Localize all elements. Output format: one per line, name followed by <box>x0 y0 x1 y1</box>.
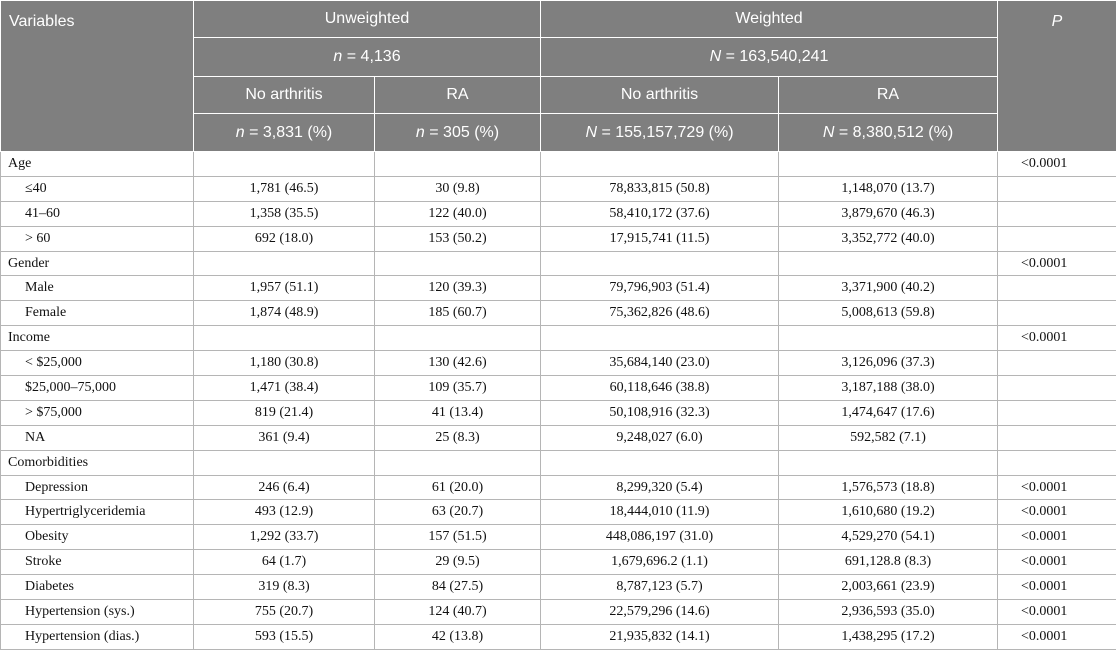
value-cell: 122 (40.0) <box>375 201 541 226</box>
value-cell: 246 (6.4) <box>194 475 375 500</box>
section-row <box>1 450 1116 475</box>
value-cell: 1,474,647 (17.6) <box>779 400 998 425</box>
value-cell: 185 (60.7) <box>375 301 541 326</box>
p-value-cell <box>998 176 1116 201</box>
value-cell: 4,529,270 (54.1) <box>779 525 998 550</box>
value-cell: 29 (9.5) <box>375 550 541 575</box>
value-cell: 1,576,573 (18.8) <box>779 475 998 500</box>
p-value-cell <box>998 351 1116 376</box>
value-cell: 755 (20.7) <box>194 600 375 625</box>
p-value-cell: <0.0001 <box>998 500 1116 525</box>
value-cell: 64 (1.7) <box>194 550 375 575</box>
value-cell: 1,148,070 (13.7) <box>779 176 998 201</box>
value-cell: 1,292 (33.7) <box>194 525 375 550</box>
value-cell: 3,187,188 (38.0) <box>779 376 998 401</box>
value-cell <box>375 326 541 351</box>
value-cell: 2,003,661 (23.9) <box>779 575 998 600</box>
value-cell <box>779 326 998 351</box>
value-cell: 18,444,010 (11.9) <box>541 500 779 525</box>
p-value-cell <box>998 226 1116 251</box>
value-cell <box>541 450 779 475</box>
section-row <box>1 152 1116 177</box>
table-body <box>1 152 1116 650</box>
value-cell: 21,935,832 (14.1) <box>541 624 779 649</box>
value-cell: 319 (8.3) <box>194 575 375 600</box>
value-cell: 8,787,123 (5.7) <box>541 575 779 600</box>
value-cell: 42 (13.8) <box>375 624 541 649</box>
row-label: $25,000–75,000 <box>1 376 194 401</box>
section-label: Gender <box>1 251 194 276</box>
p-value-cell: <0.0001 <box>998 575 1116 600</box>
table-row <box>1 301 1116 326</box>
value-cell: 41 (13.4) <box>375 400 541 425</box>
value-cell: 22,579,296 (14.6) <box>541 600 779 625</box>
value-cell: 819 (21.4) <box>194 400 375 425</box>
table-row <box>1 500 1116 525</box>
value-cell <box>194 326 375 351</box>
value-cell: 1,610,680 (19.2) <box>779 500 998 525</box>
row-label: 41–60 <box>1 201 194 226</box>
value-cell: 61 (20.0) <box>375 475 541 500</box>
row-label: > $75,000 <box>1 400 194 425</box>
table-row <box>1 351 1116 376</box>
value-cell: 3,879,670 (46.3) <box>779 201 998 226</box>
value-cell <box>194 152 375 177</box>
row-label: > 60 <box>1 226 194 251</box>
value-cell: 3,126,096 (37.3) <box>779 351 998 376</box>
p-value-cell <box>998 400 1116 425</box>
row-label: Female <box>1 301 194 326</box>
value-cell: 691,128.8 (8.3) <box>779 550 998 575</box>
table-row <box>1 525 1116 550</box>
weighted-total-n: N = 163,540,241 <box>541 38 998 77</box>
value-cell: 692 (18.0) <box>194 226 375 251</box>
value-cell: 130 (42.6) <box>375 351 541 376</box>
value-cell: 1,438,295 (17.2) <box>779 624 998 649</box>
value-cell: 493 (12.9) <box>194 500 375 525</box>
table-row <box>1 226 1116 251</box>
section-label: Age <box>1 152 194 177</box>
value-cell: 25 (8.3) <box>375 425 541 450</box>
row-label: < $25,000 <box>1 351 194 376</box>
value-cell: 3,371,900 (40.2) <box>779 276 998 301</box>
value-cell <box>779 152 998 177</box>
value-cell <box>375 152 541 177</box>
group-n-unweighted-no-arthritis: n = 3,831 (%) <box>194 114 375 152</box>
value-cell: 2,936,593 (35.0) <box>779 600 998 625</box>
row-label: Stroke <box>1 550 194 575</box>
value-cell <box>194 450 375 475</box>
table-row <box>1 400 1116 425</box>
value-cell: 593 (15.5) <box>194 624 375 649</box>
table-row <box>1 376 1116 401</box>
row-label: Hypertension (dias.) <box>1 624 194 649</box>
value-cell: 109 (35.7) <box>375 376 541 401</box>
value-cell <box>541 152 779 177</box>
row-label: Diabetes <box>1 575 194 600</box>
value-cell: 50,108,916 (32.3) <box>541 400 779 425</box>
value-cell <box>194 251 375 276</box>
unweighted-header: Unweighted <box>194 1 541 38</box>
value-cell: 60,118,646 (38.8) <box>541 376 779 401</box>
value-cell: 5,008,613 (59.8) <box>779 301 998 326</box>
table-row <box>1 575 1116 600</box>
p-value-cell: <0.0001 <box>998 624 1116 649</box>
row-label: Obesity <box>1 525 194 550</box>
p-value-cell <box>998 376 1116 401</box>
p-value-header: P <box>998 1 1116 152</box>
section-label: Income <box>1 326 194 351</box>
value-cell <box>779 450 998 475</box>
p-value-cell: <0.0001 <box>998 525 1116 550</box>
table-row <box>1 475 1116 500</box>
value-cell <box>375 450 541 475</box>
row-label: Hypertension (sys.) <box>1 600 194 625</box>
group-header-weighted-ra: RA <box>779 77 998 114</box>
value-cell: 1,874 (48.9) <box>194 301 375 326</box>
p-value-cell <box>998 450 1116 475</box>
row-label: NA <box>1 425 194 450</box>
variables-header: Variables <box>1 1 194 152</box>
value-cell: 120 (39.3) <box>375 276 541 301</box>
section-label: Comorbidities <box>1 450 194 475</box>
value-cell: 63 (20.7) <box>375 500 541 525</box>
value-cell <box>541 326 779 351</box>
value-cell: 157 (51.5) <box>375 525 541 550</box>
value-cell: 30 (9.8) <box>375 176 541 201</box>
section-row <box>1 251 1116 276</box>
table-row <box>1 276 1116 301</box>
table-row <box>1 176 1116 201</box>
p-value-cell: <0.0001 <box>998 475 1116 500</box>
value-cell <box>779 251 998 276</box>
table-row <box>1 550 1116 575</box>
value-cell: 35,684,140 (23.0) <box>541 351 779 376</box>
value-cell: 1,679,696.2 (1.1) <box>541 550 779 575</box>
value-cell: 1,180 (30.8) <box>194 351 375 376</box>
value-cell: 124 (40.7) <box>375 600 541 625</box>
value-cell: 84 (27.5) <box>375 575 541 600</box>
group-header-unweighted-no-arthritis: No arthritis <box>194 77 375 114</box>
p-value-cell: <0.0001 <box>998 251 1116 276</box>
row-label: ≤40 <box>1 176 194 201</box>
table-row <box>1 201 1116 226</box>
value-cell: 78,833,815 (50.8) <box>541 176 779 201</box>
value-cell <box>375 251 541 276</box>
section-row <box>1 326 1116 351</box>
value-cell <box>541 251 779 276</box>
p-value-cell <box>998 425 1116 450</box>
value-cell: 153 (50.2) <box>375 226 541 251</box>
value-cell: 448,086,197 (31.0) <box>541 525 779 550</box>
value-cell: 79,796,903 (51.4) <box>541 276 779 301</box>
value-cell: 8,299,320 (5.4) <box>541 475 779 500</box>
value-cell: 1,957 (51.1) <box>194 276 375 301</box>
table-row <box>1 425 1116 450</box>
p-value-cell <box>998 276 1116 301</box>
table-row <box>1 624 1116 649</box>
p-value-cell <box>998 201 1116 226</box>
value-cell: 58,410,172 (37.6) <box>541 201 779 226</box>
value-cell: 1,358 (35.5) <box>194 201 375 226</box>
table-header <box>1 1 1116 152</box>
p-value-cell <box>998 301 1116 326</box>
value-cell: 1,781 (46.5) <box>194 176 375 201</box>
p-value-cell: <0.0001 <box>998 326 1116 351</box>
row-label: Depression <box>1 475 194 500</box>
unweighted-total-n: n = 4,136 <box>194 38 541 77</box>
value-cell: 3,352,772 (40.0) <box>779 226 998 251</box>
row-label: Hypertriglyceridemia <box>1 500 194 525</box>
value-cell: 17,915,741 (11.5) <box>541 226 779 251</box>
value-cell: 75,362,826 (48.6) <box>541 301 779 326</box>
value-cell: 592,582 (7.1) <box>779 425 998 450</box>
group-header-unweighted-ra: RA <box>375 77 541 114</box>
weighted-header: Weighted <box>541 1 998 38</box>
group-n-weighted-ra: N = 8,380,512 (%) <box>779 114 998 152</box>
p-value-cell: <0.0001 <box>998 152 1116 177</box>
value-cell: 361 (9.4) <box>194 425 375 450</box>
row-label: Male <box>1 276 194 301</box>
group-header-weighted-no-arthritis: No arthritis <box>541 77 779 114</box>
p-value-cell: <0.0001 <box>998 600 1116 625</box>
value-cell: 1,471 (38.4) <box>194 376 375 401</box>
p-value-cell: <0.0001 <box>998 550 1116 575</box>
group-n-unweighted-ra: n = 305 (%) <box>375 114 541 152</box>
table-row <box>1 600 1116 625</box>
group-n-weighted-no-arthritis: N = 155,157,729 (%) <box>541 114 779 152</box>
value-cell: 9,248,027 (6.0) <box>541 425 779 450</box>
